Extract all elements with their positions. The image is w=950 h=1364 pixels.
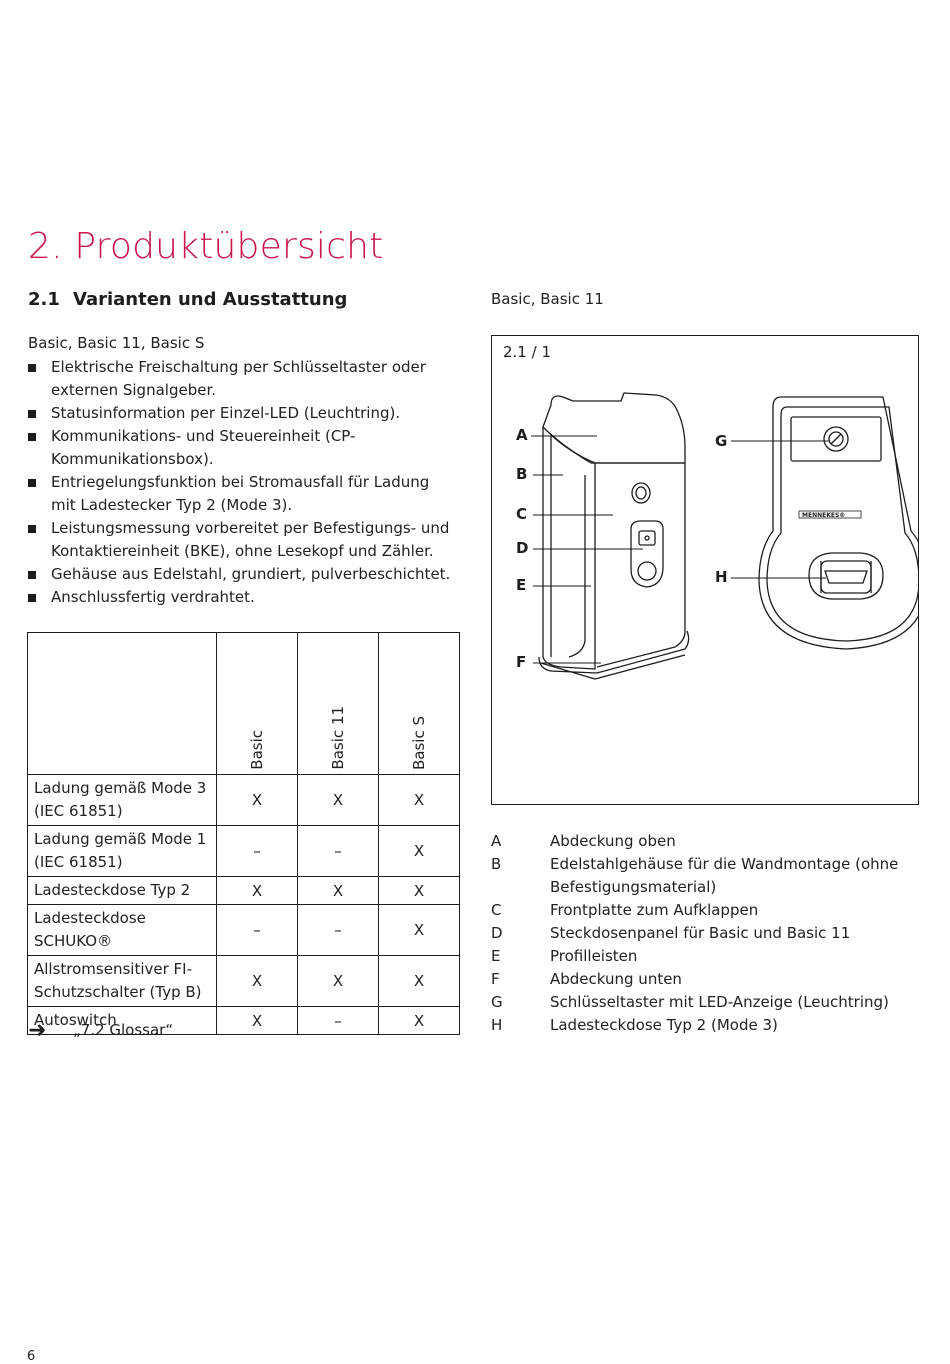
legend-item: E Profilleisten: [491, 947, 638, 965]
table-corner-cell: [28, 633, 217, 775]
bullet-square-icon: [28, 364, 36, 372]
table-cell: X: [379, 826, 460, 877]
bullet-square-icon: [28, 594, 36, 602]
table-cell: X: [298, 877, 379, 905]
type2-socket-icon: [809, 553, 883, 599]
bullet-square-icon: [28, 479, 36, 487]
charging-station-illustration: [491, 335, 919, 805]
column-header: Basic: [217, 633, 298, 775]
table-cell: X: [379, 956, 460, 1007]
callout-e: E: [516, 576, 527, 594]
bullet-square-icon: [28, 525, 36, 533]
page-number: 6: [27, 1349, 36, 1364]
table-cell: –: [298, 826, 379, 877]
led-ring-icon: [632, 483, 650, 503]
bullet-square-icon: [28, 433, 36, 441]
feature-list: [28, 356, 458, 609]
callout-a: A: [516, 426, 528, 444]
glossary-reference-link[interactable]: „7.2 Glossar“: [73, 1021, 174, 1039]
feature-text: Entriegelungsfunktion bei Stromausfall für Ladung mit Ladestecker Typ 2 (Mode 3).: [51, 473, 430, 514]
table-cell: –: [217, 905, 298, 956]
row-label: Ladung gemäß Mode 3 (IEC 61851): [28, 775, 217, 826]
table-cell: X: [217, 775, 298, 826]
variants-table: [27, 632, 460, 1035]
feature-text: Elektrische Freischaltung per Schlüsseltaster oder externen Signalgeber.: [51, 358, 426, 399]
callout-c: C: [516, 505, 528, 523]
table-cell: –: [298, 1007, 379, 1035]
callout-g: G: [715, 432, 728, 450]
table-row: [28, 956, 460, 1007]
feature-text: Statusinformation per Einzel-LED (Leuchtring).: [51, 404, 401, 422]
housing-bottom-cover: [539, 631, 689, 679]
feature-item: [28, 586, 458, 609]
table-row: [28, 905, 460, 956]
section-number: 2.1: [28, 289, 60, 310]
table-cell: –: [217, 826, 298, 877]
feature-text: Gehäuse aus Edelstahl, grundiert, pulverbeschichtet.: [51, 565, 451, 583]
row-label: Autoswitch: [28, 1007, 217, 1035]
feature-text: Kommunikations- und Steuereinheit (CP-Kommunikationsbox).: [51, 427, 356, 468]
row-label: Allstromsensitiver FI-Schutzschalter (Typ B): [28, 956, 217, 1007]
table-cell: X: [298, 775, 379, 826]
section-heading: [28, 289, 347, 310]
housing-top-cover: [543, 393, 685, 463]
table-cell: X: [379, 877, 460, 905]
table-cell: X: [217, 877, 298, 905]
legend-item: A Abdeckung oben: [491, 832, 676, 850]
feature-item: [28, 425, 458, 471]
feature-item: [28, 563, 458, 586]
brand-logo: MENNEKES®: [802, 512, 846, 519]
row-label: Ladesteckdose SCHUKO®: [28, 905, 217, 956]
table-cell: X: [379, 905, 460, 956]
column-header: Basic 11: [298, 633, 379, 775]
feature-text: Leistungsmessung vorbereitet per Befestigungs- und Kontaktiereinheit (BKE), ohne Lesekopf und Zähler.: [51, 519, 450, 560]
table-row: [28, 826, 460, 877]
chapter-title: 2. Produktübersicht: [28, 226, 384, 267]
wallbox-outer-shell: [759, 397, 919, 649]
table-row: [28, 877, 460, 905]
figure-id: 2.1 / 1: [503, 343, 551, 361]
callout-h: H: [715, 568, 728, 586]
table-cell: X: [298, 956, 379, 1007]
row-label: Ladesteckdose Typ 2: [28, 877, 217, 905]
legend-item: G Schlüsseltaster mit LED-Anzeige (Leuchtring): [491, 993, 889, 1011]
column-header: Basic S: [379, 633, 460, 775]
row-label: Ladung gemäß Mode 1 (IEC 61851): [28, 826, 217, 877]
feature-item: [28, 517, 458, 563]
legend-item: H Ladesteckdose Typ 2 (Mode 3): [491, 1016, 778, 1034]
section-title: Varianten und Ausstattung: [73, 289, 348, 310]
figure-caption: Basic, Basic 11: [491, 290, 604, 308]
legend-item: C Frontplatte zum Aufklappen: [491, 901, 759, 919]
legend-item: B Edelstahlgehäuse für die Wandmontage (ohne Befestigungsmaterial): [491, 855, 899, 896]
table-cell: X: [217, 1007, 298, 1035]
callout-f: F: [516, 653, 527, 671]
feature-item: [28, 471, 458, 517]
table-cell: X: [379, 775, 460, 826]
table-cell: –: [298, 905, 379, 956]
legend-item: D Steckdosenpanel für Basic und Basic 11: [491, 924, 851, 942]
figure-legend: [491, 830, 910, 1037]
callout-b: B: [516, 465, 528, 483]
bullet-square-icon: [28, 571, 36, 579]
callout-d: D: [516, 539, 529, 557]
legend-item: F Abdeckung unten: [491, 970, 682, 988]
bullet-square-icon: [28, 410, 36, 418]
arrow-right-icon: ➜: [28, 1018, 47, 1043]
table-cell: X: [217, 956, 298, 1007]
feature-text: Anschlussfertig verdrahtet.: [51, 588, 255, 606]
feature-item: [28, 402, 458, 425]
table-row: [28, 775, 460, 826]
table-cell: X: [379, 1007, 460, 1035]
table-header-row: [28, 633, 460, 775]
feature-item: [28, 356, 458, 402]
variants-intro: Basic, Basic 11, Basic S: [28, 334, 205, 352]
